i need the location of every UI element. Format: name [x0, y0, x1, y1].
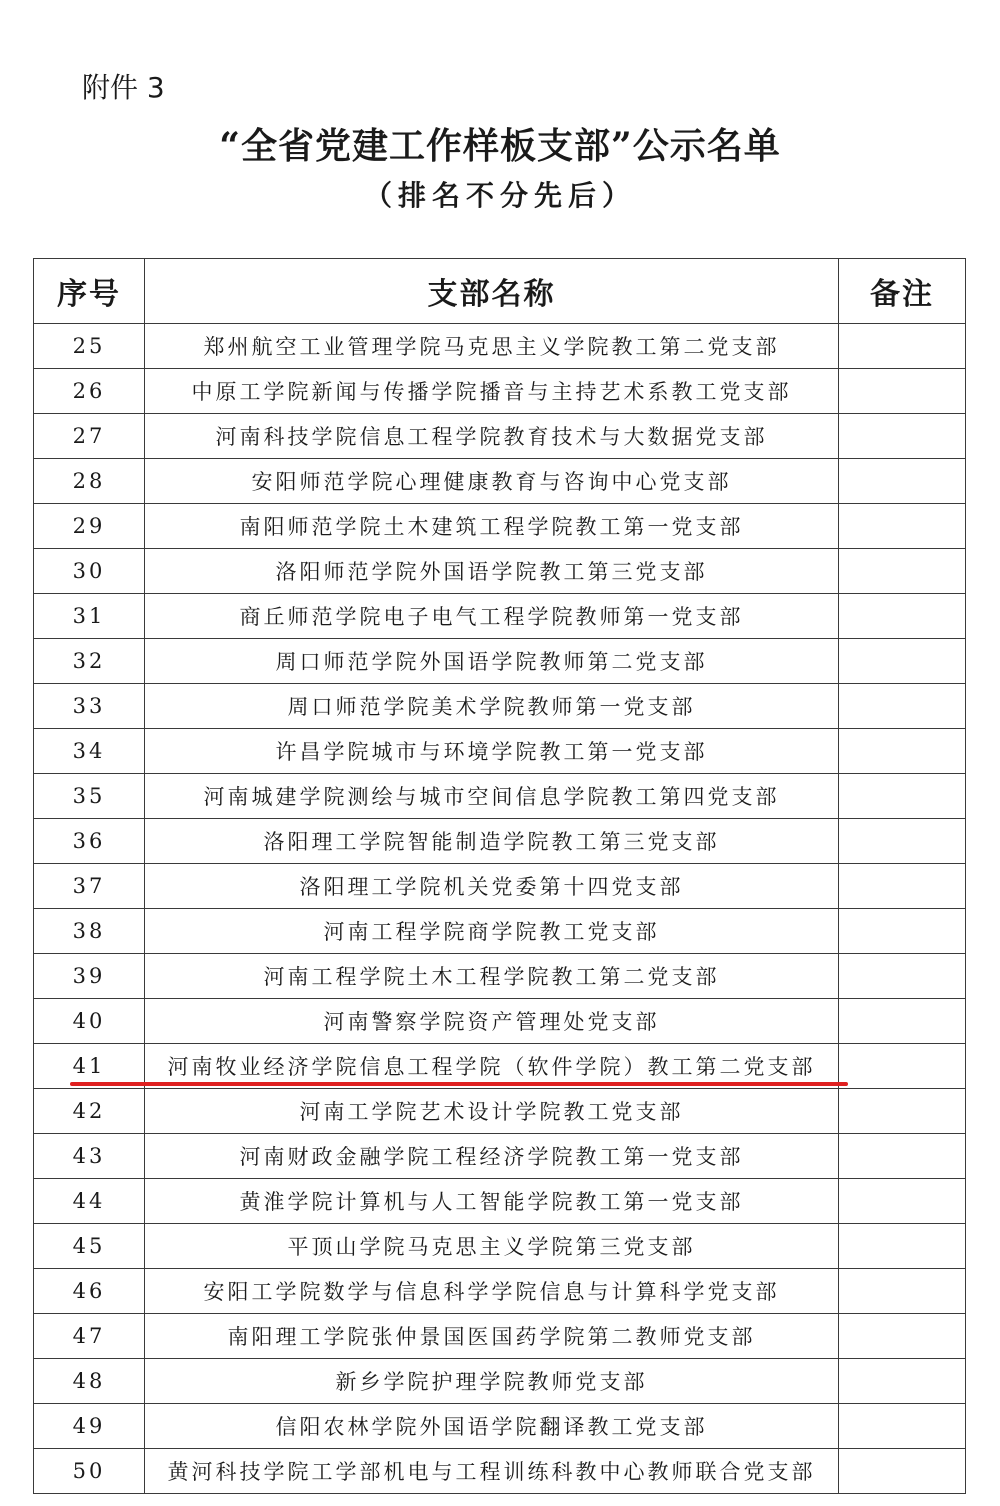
row-branch-name: 河南工学院艺术设计学院教工党支部 [145, 1089, 839, 1134]
row-serial-number: 41 [34, 1044, 145, 1089]
table-row [34, 1269, 966, 1314]
table-row [34, 819, 966, 864]
row-serial-number: 49 [34, 1404, 145, 1449]
row-serial-number: 44 [34, 1179, 145, 1224]
row-remarks [839, 369, 966, 414]
row-serial-number: 39 [34, 954, 145, 999]
table-row [34, 504, 966, 549]
row-remarks [839, 684, 966, 729]
row-branch-name: 中原工学院新闻与传播学院播音与主持艺术系教工党支部 [145, 369, 839, 414]
row-remarks [839, 729, 966, 774]
row-serial-number: 38 [34, 909, 145, 954]
row-remarks [839, 909, 966, 954]
row-remarks [839, 1134, 966, 1179]
table-row [34, 774, 966, 819]
row-branch-name: 河南工程学院土木工程学院教工第二党支部 [145, 954, 839, 999]
table-row [34, 549, 966, 594]
row-branch-name: 安阳师范学院心理健康教育与咨询中心党支部 [145, 459, 839, 504]
row-branch-name: 河南警察学院资产管理处党支部 [145, 999, 839, 1044]
table-row [34, 459, 966, 504]
row-branch-name: 郑州航空工业管理学院马克思主义学院教工第二党支部 [145, 324, 839, 369]
row-remarks [839, 324, 966, 369]
table-row [34, 1224, 966, 1269]
row-remarks [839, 999, 966, 1044]
row-serial-number: 35 [34, 774, 145, 819]
row-branch-name: 信阳农林学院外国语学院翻译教工党支部 [145, 1404, 839, 1449]
row-branch-name: 南阳师范学院土木建筑工程学院教工第一党支部 [145, 504, 839, 549]
row-branch-name: 许昌学院城市与环境学院教工第一党支部 [145, 729, 839, 774]
row-remarks [839, 819, 966, 864]
row-remarks [839, 549, 966, 594]
row-remarks [839, 594, 966, 639]
row-branch-name: 河南城建学院测绘与城市空间信息学院教工第四党支部 [145, 774, 839, 819]
row-serial-number: 48 [34, 1359, 145, 1404]
row-branch-name: 黄河科技学院工学部机电与工程训练科教中心教师联合党支部 [145, 1449, 839, 1494]
row-branch-name: 周口师范学院外国语学院教师第二党支部 [145, 639, 839, 684]
row-serial-number: 43 [34, 1134, 145, 1179]
row-branch-name: 商丘师范学院电子电气工程学院教师第一党支部 [145, 594, 839, 639]
document-title: “全省党建工作样板支部”公示名单 [219, 125, 781, 167]
row-remarks [839, 774, 966, 819]
row-remarks [839, 1224, 966, 1269]
table-row [34, 909, 966, 954]
header-serial-number: 序号 [34, 259, 145, 324]
table-row [34, 594, 966, 639]
table-row [34, 1449, 966, 1494]
row-serial-number: 25 [34, 324, 145, 369]
row-serial-number: 47 [34, 1314, 145, 1359]
row-remarks [839, 1044, 966, 1089]
row-serial-number: 40 [34, 999, 145, 1044]
row-serial-number: 36 [34, 819, 145, 864]
table-row [34, 639, 966, 684]
row-remarks [839, 1404, 966, 1449]
table-row [34, 954, 966, 999]
table-row [34, 1359, 966, 1404]
branch-list-table [33, 258, 966, 1494]
row-serial-number: 37 [34, 864, 145, 909]
table-row [34, 324, 966, 369]
row-remarks [839, 459, 966, 504]
row-serial-number: 27 [34, 414, 145, 459]
row-branch-name: 河南牧业经济学院信息工程学院（软件学院）教工第二党支部 [145, 1044, 839, 1089]
table-row [34, 1179, 966, 1224]
row-serial-number: 30 [34, 549, 145, 594]
row-serial-number: 50 [34, 1449, 145, 1494]
table-row [34, 864, 966, 909]
table-header-row [34, 259, 966, 324]
row-serial-number: 29 [34, 504, 145, 549]
row-serial-number: 31 [34, 594, 145, 639]
row-branch-name: 黄淮学院计算机与人工智能学院教工第一党支部 [145, 1179, 839, 1224]
row-remarks [839, 1269, 966, 1314]
table-row [34, 1134, 966, 1179]
row-branch-name: 周口师范学院美术学院教师第一党支部 [145, 684, 839, 729]
row-branch-name: 洛阳理工学院机关党委第十四党支部 [145, 864, 839, 909]
row-serial-number: 42 [34, 1089, 145, 1134]
row-serial-number: 34 [34, 729, 145, 774]
row-serial-number: 45 [34, 1224, 145, 1269]
row-remarks [839, 1089, 966, 1134]
row-remarks [839, 504, 966, 549]
row-branch-name: 南阳理工学院张仲景国医国药学院第二教师党支部 [145, 1314, 839, 1359]
row-branch-name: 河南工程学院商学院教工党支部 [145, 909, 839, 954]
highlight-underline [70, 1082, 848, 1086]
row-serial-number: 26 [34, 369, 145, 414]
row-branch-name: 洛阳师范学院外国语学院教工第三党支部 [145, 549, 839, 594]
row-branch-name: 河南科技学院信息工程学院教育技术与大数据党支部 [145, 414, 839, 459]
table-row [34, 1404, 966, 1449]
header-branch-name: 支部名称 [145, 259, 839, 324]
row-branch-name: 洛阳理工学院智能制造学院教工第三党支部 [145, 819, 839, 864]
row-serial-number: 33 [34, 684, 145, 729]
row-remarks [839, 1314, 966, 1359]
row-remarks [839, 414, 966, 459]
row-remarks [839, 639, 966, 684]
row-serial-number: 46 [34, 1269, 145, 1314]
attachment-label: 附件 3 [82, 71, 165, 104]
row-serial-number: 28 [34, 459, 145, 504]
row-branch-name: 河南财政金融学院工程经济学院教工第一党支部 [145, 1134, 839, 1179]
table-row [34, 1314, 966, 1359]
row-remarks [839, 864, 966, 909]
row-branch-name: 安阳工学院数学与信息科学学院信息与计算科学党支部 [145, 1269, 839, 1314]
row-remarks [839, 1359, 966, 1404]
row-branch-name: 平顶山学院马克思主义学院第三党支部 [145, 1224, 839, 1269]
document-subtitle: （排名不分先后） [363, 179, 636, 212]
header-remarks: 备注 [839, 259, 966, 324]
table-row [34, 1089, 966, 1134]
table-row [34, 999, 966, 1044]
row-remarks [839, 1449, 966, 1494]
row-serial-number: 32 [34, 639, 145, 684]
table-row [34, 414, 966, 459]
row-remarks [839, 954, 966, 999]
table-row [34, 369, 966, 414]
table-row [34, 729, 966, 774]
row-branch-name: 新乡学院护理学院教师党支部 [145, 1359, 839, 1404]
row-remarks [839, 1179, 966, 1224]
table-row [34, 684, 966, 729]
